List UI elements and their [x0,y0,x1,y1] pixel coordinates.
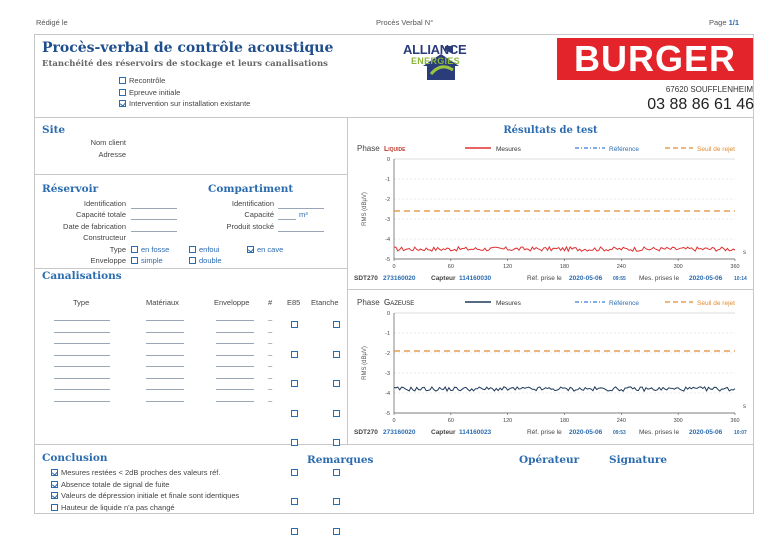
remarques-title: Remarques [307,454,374,466]
x-unit-label: s [743,250,746,256]
etanche-checkbox[interactable] [333,439,340,446]
capteur-label: Capteur [431,429,456,436]
etanche-checkbox[interactable] [333,469,340,476]
page-subtitle: Etanchéité des réservoirs de stockage et leurs canalisations [42,59,328,69]
page-indicator: Page 1/1 [709,18,740,27]
type-cell[interactable] [54,366,110,367]
type-cell[interactable] [54,343,110,344]
e85-checkbox[interactable] [291,351,298,358]
type-cell[interactable] [54,355,110,356]
materiaux-cell[interactable] [146,389,184,390]
adresse-label: Adresse [98,150,126,159]
y-tick-label: -2 [385,351,390,357]
phase-value: Gazeuse [384,298,415,307]
enveloppe-label: Enveloppe [90,256,126,265]
signature-title: Signature [609,454,668,466]
etanche-checkbox[interactable] [333,498,340,505]
phase-value: Liquide [384,146,406,153]
x-tick-label: 360 [730,418,740,424]
num-cell: _ [268,392,273,402]
control-type-options [119,75,250,110]
date-fabrication-label: Date de fabrication [63,222,126,231]
e85-checkbox[interactable] [291,380,298,387]
y-tick-label: -5 [385,257,390,263]
enveloppe-cell[interactable] [216,320,254,321]
ref-date: 2020-05-06 [569,429,603,436]
enveloppe-cell[interactable] [216,389,254,390]
legend-reference: Référence [609,300,639,307]
option-recontrole[interactable]: Recontrôle [119,75,250,87]
option-intervention[interactable]: Intervention sur installation existante [119,98,250,110]
y-tick-label: -4 [385,237,390,243]
checkbox-en-cave[interactable] [247,246,254,253]
col-header-materiaux: Matériaux [146,298,179,307]
col-header-enveloppe: Enveloppe [214,298,250,307]
capteur-value: 114160023 [459,429,492,436]
series-mesures-line [394,247,735,251]
capteur-value: 114160030 [459,275,492,282]
materiaux-cell[interactable] [146,378,184,379]
legend-mesures: Mesures [496,300,521,307]
legend-reference: Référence [609,146,639,153]
checkbox-recontrole[interactable] [119,77,126,84]
enveloppe-cell[interactable] [216,401,254,402]
etanche-checkbox[interactable] [333,380,340,387]
materiaux-cell[interactable] [146,366,184,367]
num-cell: _ [268,346,273,356]
reservoir-section-title: Réservoir [42,183,99,195]
ref-label: Réf. prise le [527,275,562,282]
series-mesures-line [394,387,735,391]
ref-time: 09:53 [613,430,626,436]
compartiment-capacite-label: Capacité [244,210,274,219]
enveloppe-cell[interactable] [216,343,254,344]
capacite-unit: m³ [299,210,308,219]
etanche-checkbox[interactable] [333,528,340,535]
x-tick-label: 120 [503,418,513,424]
ref-date: 2020-05-06 [569,275,603,282]
mes-time: 10:07 [734,430,747,436]
legend-seuil: Seuil de rejet [697,146,735,153]
company-address: 67620 SOUFFLENHEIM [665,85,753,94]
num-cell: _ [268,323,273,333]
y-axis-label: RMS (dBµV) [362,346,368,380]
x-tick-label: 360 [730,264,740,270]
chart-phase-liquide [349,138,754,284]
y-tick-label: -3 [385,217,390,223]
x-tick-label: 120 [503,264,513,270]
y-tick-label: -3 [385,371,390,377]
checkbox-mesures[interactable] [51,469,58,476]
num-cell: _ [268,381,273,390]
checkbox-depression[interactable] [51,492,58,499]
alliance-energies-logo: ALLIANCE ENERGIES [383,40,483,84]
type-cell[interactable] [54,332,110,333]
conclusion-item[interactable]: Hauteur de liquide n'a pas changé [51,502,239,514]
reservoir-identification-field[interactable] [131,208,177,209]
num-cell: _ [268,358,273,367]
mes-date: 2020-05-06 [689,275,723,282]
mes-label: Mes. prises le [639,275,680,282]
y-tick-label: 0 [386,157,390,163]
y-tick-label: -2 [385,197,390,203]
compartiment-identification-field[interactable] [278,208,324,209]
reservoir-identification-label: Identification [83,199,126,208]
enveloppe-simple[interactable]: simple [131,256,163,265]
page-title: Procès-verbal de contrôle acoustique [42,40,334,56]
capteur-label: Capteur [431,275,456,282]
x-tick-label: 300 [673,264,683,270]
type-en-cave[interactable]: en cave [247,245,283,254]
num-cell: _ [268,369,273,379]
materiaux-cell[interactable] [146,355,184,356]
ref-label: Réf. prise le [527,429,562,436]
date-fabrication-field[interactable] [131,231,177,232]
y-axis-label: RMS (dBµV) [362,192,368,226]
etanche-checkbox[interactable] [333,410,340,417]
canalisations-section-title: Canalisations [42,270,122,282]
checkbox-epreuve[interactable] [119,89,126,96]
enveloppe-cell[interactable] [216,355,254,356]
checkbox-hauteur[interactable] [51,504,58,511]
col-header-num: # [268,298,273,307]
materiaux-cell[interactable] [146,320,184,321]
company-phone: 03 88 86 61 46 [647,96,754,113]
conclusion-section-title: Conclusion [42,452,108,464]
mes-date: 2020-05-06 [689,429,723,436]
num-cell: _ [268,335,273,344]
sdt-value: 273160020 [383,429,416,436]
checkbox-absence[interactable] [51,481,58,488]
compartiment-identification-label: Identification [231,199,274,208]
results-title: Résultats de test [503,125,598,136]
y-tick-label: -1 [385,177,390,183]
option-epreuve[interactable]: Epreuve initiale [119,87,250,99]
produit-stocke-field[interactable] [278,231,324,232]
checkbox-simple[interactable] [131,257,138,264]
compartiment-section-title: Compartiment [208,183,294,195]
chart-phase-gazeuse [349,292,754,438]
x-unit-label: s [743,404,746,410]
x-tick-label: 180 [559,418,570,424]
materiaux-cell[interactable] [146,401,184,402]
x-tick-label: 240 [616,418,626,424]
reservoir-capacite-label: Capacité totale [75,210,126,219]
e85-checkbox[interactable] [291,469,298,476]
materiaux-cell[interactable] [146,332,184,333]
produit-stocke-label: Produit stocké [226,222,274,231]
etanche-checkbox[interactable] [333,351,340,358]
type-enfoui[interactable]: enfoui [189,245,219,254]
conclusion-item[interactable]: Absence totale de signal de fuite [51,479,239,491]
checkbox-double[interactable] [189,257,196,264]
num-cell: _ [268,312,273,321]
sdt-value: 273160020 [383,275,416,282]
x-tick-label: 180 [559,264,570,270]
enveloppe-cell[interactable] [216,378,254,379]
legend-seuil: Seuil de rejet [697,300,735,307]
materiaux-cell[interactable] [146,343,184,344]
reservoir-capacite-field[interactable] [131,219,177,220]
mes-time: 10:14 [734,276,747,282]
x-tick-label: 0 [392,264,396,270]
type-cell[interactable] [54,389,110,390]
conclusion-item[interactable]: Valeurs de dépression initiale et finale sont identiques [51,490,239,502]
x-tick-label: 60 [447,264,454,270]
col-header-type: Type [73,298,90,307]
col-header-etanche: Etanche [311,298,339,307]
y-tick-label: 0 [386,311,390,317]
compartiment-capacite-field[interactable] [278,219,296,220]
x-tick-label: 240 [616,264,626,270]
type-cell[interactable] [54,401,110,402]
col-header-e85: E85 [287,298,301,307]
x-tick-label: 0 [392,418,396,424]
legend-mesures: Mesures [496,146,521,153]
operateur-title: Opérateur [519,454,580,466]
y-tick-label: -5 [385,411,390,417]
conclusion-item[interactable]: Mesures restées < 2dB proches des valeurs réf. [51,467,239,479]
burger-logo: BURGER [557,38,753,80]
type-label: Type [109,245,126,254]
sdt-label: SDT270 [354,429,378,436]
x-tick-label: 300 [673,418,683,424]
nom-client-label: Nom client [90,138,126,147]
e85-checkbox[interactable] [291,410,298,417]
enveloppe-double[interactable]: double [189,256,222,265]
constructeur-label: Constructeur [83,233,126,242]
e85-checkbox[interactable] [291,439,298,446]
y-tick-label: -1 [385,331,390,337]
e85-checkbox[interactable] [291,498,298,505]
e85-checkbox[interactable] [291,321,298,328]
type-cell[interactable] [54,378,110,379]
type-cell[interactable] [54,320,110,321]
redige-label: Rédigé le [36,18,68,27]
checkbox-intervention[interactable] [119,100,126,107]
site-section-title: Site [42,124,66,136]
conclusion-list [51,467,239,513]
enveloppe-cell[interactable] [216,332,254,333]
phase-label: Phase [357,298,380,307]
checkbox-en-fosse[interactable] [131,246,138,253]
ref-time: 09:55 [613,276,626,282]
y-tick-label: -4 [385,391,390,397]
etanche-checkbox[interactable] [333,321,340,328]
enveloppe-cell[interactable] [216,366,254,367]
pv-number-label: Procès Verbal N° [376,18,434,27]
type-en-fosse[interactable]: en fosse [131,245,169,254]
phase-label: Phase [357,144,380,153]
sdt-label: SDT270 [354,275,378,282]
e85-checkbox[interactable] [291,528,298,535]
x-tick-label: 60 [447,418,454,424]
checkbox-enfoui[interactable] [189,246,196,253]
mes-label: Mes. prises le [639,429,680,436]
